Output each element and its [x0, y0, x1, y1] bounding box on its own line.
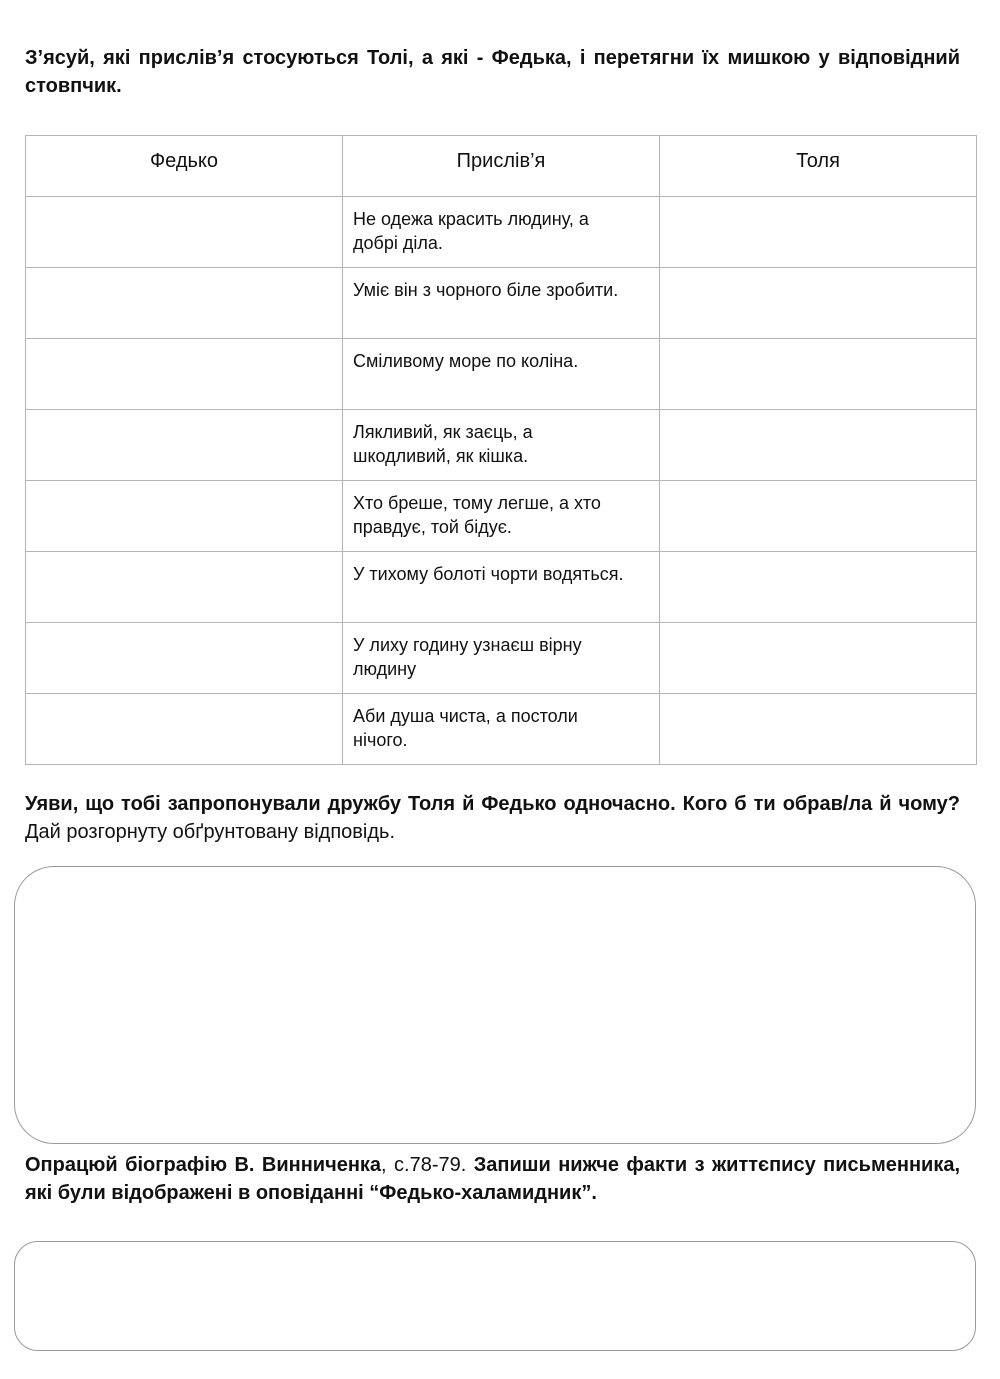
table-row [26, 339, 977, 410]
answer-textbox-friendship[interactable] [14, 866, 976, 1144]
fedko-drop-cell[interactable] [26, 339, 343, 410]
tolia-drop-cell[interactable] [660, 694, 977, 765]
tolia-drop-cell[interactable] [660, 339, 977, 410]
task-1-instruction: З’ясуй, які прислів’я стосуються Толі, а які - Федька, і перетягни їх мишкою у відповідний стовпчик. [25, 47, 960, 97]
task-2-hint: Дай розгорнуту обґрунтовану відповідь. [25, 821, 396, 843]
task-2-question: Уяви, що тобі запропонували дружбу Толя й Федько одночасно. Кого б ти обрав/ла й чому? [25, 793, 960, 815]
fedko-drop-cell[interactable] [26, 268, 343, 339]
table-row [26, 268, 977, 339]
fedko-drop-cell[interactable] [26, 552, 343, 623]
table-row [26, 481, 977, 552]
column-header-fedko: Федько [26, 136, 343, 197]
table-row [26, 410, 977, 481]
proverb-card[interactable]: У лиху годину узнаєш вірну людину [343, 623, 660, 694]
table-row [26, 552, 977, 623]
fedko-drop-cell[interactable] [26, 410, 343, 481]
task-3-pages: , с.78-79. [381, 1154, 474, 1176]
table-row [26, 694, 977, 765]
column-header-tolia: Толя [660, 136, 977, 197]
task-3-lead: Опрацюй біографію В. Винниченка [25, 1154, 382, 1176]
table-row [26, 197, 977, 268]
tolia-drop-cell[interactable] [660, 268, 977, 339]
proverbs-table [25, 135, 977, 765]
fedko-drop-cell[interactable] [26, 694, 343, 765]
fedko-drop-cell[interactable] [26, 197, 343, 268]
table-row [26, 623, 977, 694]
proverb-card[interactable]: Не одежа красить людину, а добрі діла. [343, 197, 660, 268]
column-header-proverbs: Прислів’я [343, 136, 660, 197]
tolia-drop-cell[interactable] [660, 623, 977, 694]
tolia-drop-cell[interactable] [660, 552, 977, 623]
proverb-card[interactable]: Хто бреше, тому легше, а хто правдує, той бідує. [343, 481, 660, 552]
proverb-card[interactable]: Уміє він з чорного біле зробити. [343, 268, 660, 339]
task-2-instruction [25, 790, 960, 846]
table-header-row [26, 136, 977, 197]
answer-textbox-biography[interactable] [14, 1241, 976, 1351]
proverb-card[interactable]: Лякливий, як заєць, а шкодливий, як кішка. [343, 410, 660, 481]
task-3-instruction [25, 1151, 960, 1207]
proverb-card[interactable]: У тихому болоті чорти водяться. [343, 552, 660, 623]
proverb-card[interactable]: Аби душа чиста, а постоли нічого. [343, 694, 660, 765]
tolia-drop-cell[interactable] [660, 410, 977, 481]
tolia-drop-cell[interactable] [660, 481, 977, 552]
fedko-drop-cell[interactable] [26, 481, 343, 552]
fedko-drop-cell[interactable] [26, 623, 343, 694]
tolia-drop-cell[interactable] [660, 197, 977, 268]
proverb-card[interactable]: Сміливому море по коліна. [343, 339, 660, 410]
task-3-question: Запиши нижче факти з життєпису письменника, які були відображені в оповіданні “Федько-халамидник”. [25, 1154, 961, 1204]
